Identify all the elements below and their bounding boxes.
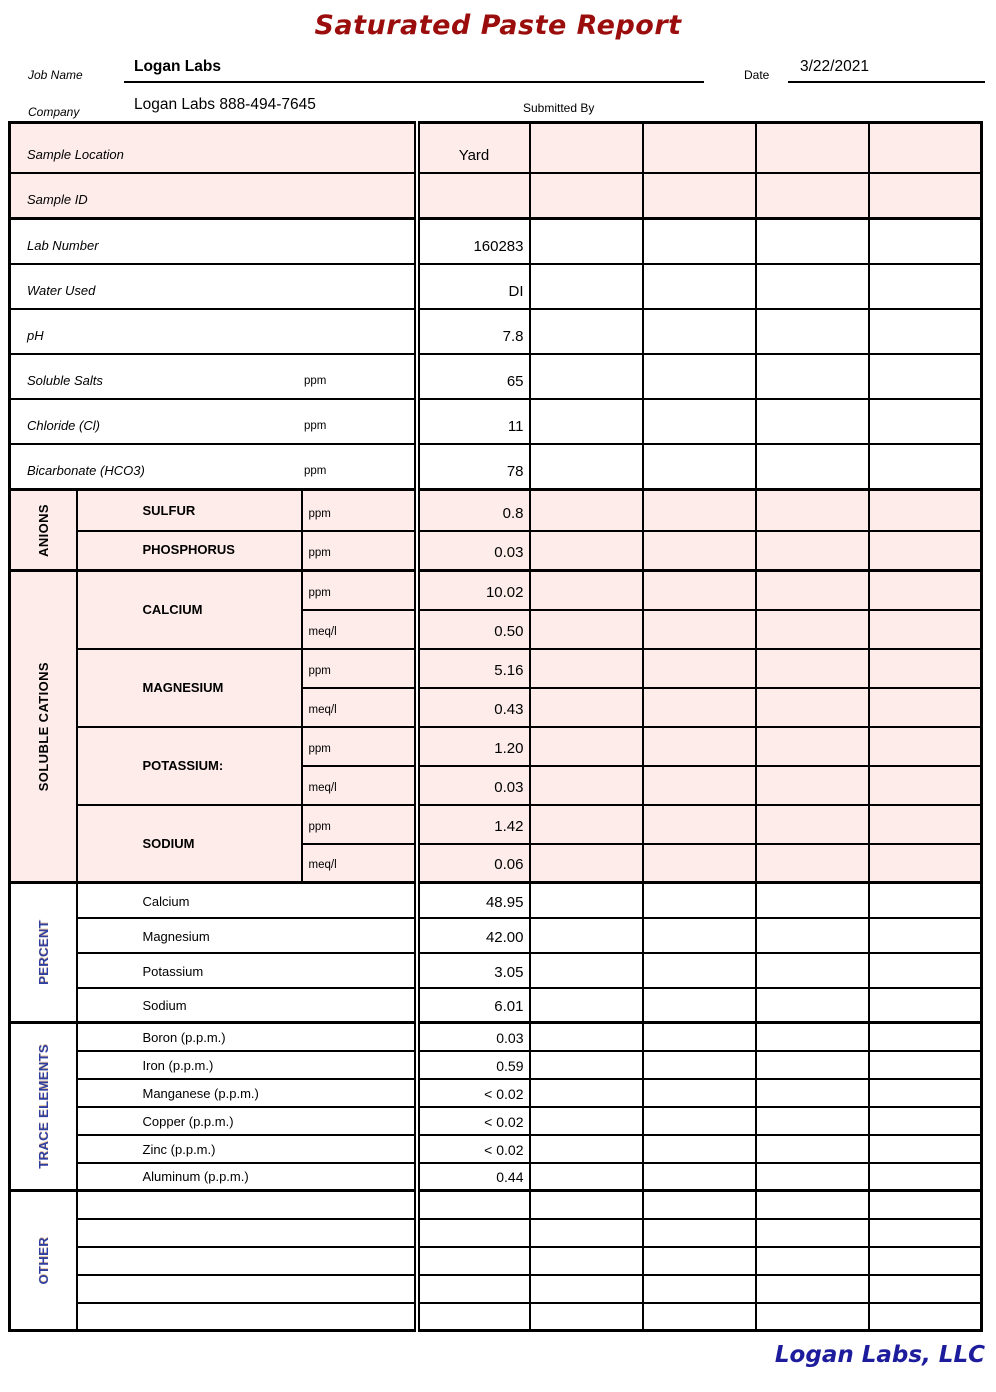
row-ph xyxy=(10,309,982,354)
empty-name-cell xyxy=(77,1303,417,1331)
row-zinc xyxy=(10,1135,982,1163)
empty-cell xyxy=(643,490,756,531)
empty-cell xyxy=(756,1219,869,1247)
row-other-4 xyxy=(10,1275,982,1303)
info-label: Water Used xyxy=(27,282,96,298)
empty-cell xyxy=(530,766,643,805)
empty-cell xyxy=(869,1107,982,1135)
empty-cell xyxy=(530,490,643,531)
unit-label: ppm xyxy=(302,531,417,571)
empty-cell xyxy=(869,399,982,444)
company-value: Logan Labs 888-494-7645 xyxy=(134,96,316,113)
empty-cell xyxy=(756,1023,869,1051)
empty-cell xyxy=(530,309,643,354)
row-other-5 xyxy=(10,1303,982,1331)
value-cell: < 0.02 xyxy=(417,1079,530,1107)
analyte-name: PHOSPHORUS xyxy=(77,531,302,571)
value-cell: 10.02 xyxy=(417,571,530,610)
empty-cell xyxy=(530,1275,643,1303)
row-percent-potassium xyxy=(10,953,982,988)
value-cell xyxy=(417,173,530,219)
value-cell: 0.43 xyxy=(417,688,530,727)
company-signature: Logan Labs, LLC xyxy=(774,1342,985,1368)
value-cell: 48.95 xyxy=(417,883,530,918)
empty-cell xyxy=(530,1023,643,1051)
value-cell: 3.05 xyxy=(417,953,530,988)
empty-cell xyxy=(869,264,982,309)
empty-cell xyxy=(643,173,756,219)
value-cell: 7.8 xyxy=(417,309,530,354)
empty-cell xyxy=(756,766,869,805)
empty-cell xyxy=(530,123,643,173)
analyte-name: Iron (p.p.m.) xyxy=(77,1051,417,1079)
row-calcium-ppm xyxy=(10,571,982,610)
empty-name-cell xyxy=(77,1219,417,1247)
row-label xyxy=(10,399,417,444)
analyte-name: Sodium xyxy=(77,988,417,1023)
analyte-name: Magnesium xyxy=(77,918,417,953)
empty-cell xyxy=(756,490,869,531)
value-cell: 0.06 xyxy=(417,844,530,883)
analyte-name: SODIUM xyxy=(77,805,302,883)
value-cell: < 0.02 xyxy=(417,1107,530,1135)
unit-label: ppm xyxy=(302,490,417,531)
value-cell: 11 xyxy=(417,399,530,444)
empty-cell xyxy=(869,953,982,988)
analyte-name: Copper (p.p.m.) xyxy=(77,1107,417,1135)
empty-cell xyxy=(530,219,643,264)
empty-cell xyxy=(530,444,643,490)
empty-cell xyxy=(643,1051,756,1079)
empty-cell xyxy=(530,1079,643,1107)
empty-cell xyxy=(756,309,869,354)
row-percent-magnesium xyxy=(10,918,982,953)
empty-cell xyxy=(869,727,982,766)
empty-cell xyxy=(530,883,643,918)
empty-cell xyxy=(530,571,643,610)
date-underline xyxy=(788,81,985,83)
empty-cell xyxy=(643,1023,756,1051)
empty-cell xyxy=(530,649,643,688)
row-potassium-ppm xyxy=(10,727,982,766)
analyte-name: Calcium xyxy=(77,883,417,918)
empty-cell xyxy=(643,688,756,727)
value-cell: Yard xyxy=(417,123,530,173)
unit-label: meq/l xyxy=(302,688,417,727)
empty-cell xyxy=(869,1163,982,1191)
empty-cell xyxy=(530,805,643,844)
unit-label: ppm xyxy=(304,419,327,432)
unit-label: ppm xyxy=(302,571,417,610)
empty-cell xyxy=(869,988,982,1023)
empty-cell xyxy=(869,1219,982,1247)
analyte-name: Manganese (p.p.m.) xyxy=(77,1079,417,1107)
empty-cell xyxy=(417,1191,530,1219)
row-percent-sodium xyxy=(10,988,982,1023)
empty-cell xyxy=(756,649,869,688)
row-lab-number xyxy=(10,219,982,264)
empty-cell xyxy=(869,883,982,918)
empty-cell xyxy=(869,123,982,173)
unit-label: meq/l xyxy=(302,766,417,805)
empty-cell xyxy=(756,1135,869,1163)
empty-cell xyxy=(869,444,982,490)
unit-label: ppm xyxy=(304,465,327,477)
empty-cell xyxy=(530,354,643,399)
empty-cell xyxy=(643,649,756,688)
empty-cell xyxy=(756,805,869,844)
empty-cell xyxy=(643,1163,756,1191)
empty-cell xyxy=(530,918,643,953)
row-manganese xyxy=(10,1079,982,1107)
empty-cell xyxy=(869,1303,982,1331)
empty-cell xyxy=(756,953,869,988)
date-value: 3/22/2021 xyxy=(800,58,869,75)
empty-cell xyxy=(643,219,756,264)
unit-label: ppm xyxy=(302,805,417,844)
unit-label: meq/l xyxy=(302,844,417,883)
empty-cell xyxy=(643,766,756,805)
info-label: Soluble Salts xyxy=(27,372,103,388)
value-cell: 0.03 xyxy=(417,766,530,805)
empty-cell xyxy=(417,1303,530,1331)
row-boron xyxy=(10,1023,982,1051)
empty-cell xyxy=(643,1247,756,1275)
value-cell: 0.8 xyxy=(417,490,530,531)
row-water-used xyxy=(10,264,982,309)
empty-cell xyxy=(643,805,756,844)
empty-cell xyxy=(756,173,869,219)
empty-cell xyxy=(643,844,756,883)
row-label xyxy=(10,219,417,264)
row-iron xyxy=(10,1051,982,1079)
row-aluminum xyxy=(10,1163,982,1191)
empty-cell xyxy=(756,219,869,264)
info-label: Sample ID xyxy=(27,192,88,207)
empty-cell xyxy=(530,173,643,219)
empty-cell xyxy=(643,444,756,490)
section-header-soluble-cations xyxy=(10,571,77,883)
value-cell: 0.44 xyxy=(417,1163,530,1191)
page-title: Saturated Paste Report xyxy=(314,10,682,41)
empty-name-cell xyxy=(77,1191,417,1219)
empty-cell xyxy=(530,1135,643,1163)
empty-cell xyxy=(869,309,982,354)
empty-cell xyxy=(869,1247,982,1275)
empty-name-cell xyxy=(77,1275,417,1303)
empty-cell xyxy=(643,531,756,571)
empty-name-cell xyxy=(77,1247,417,1275)
empty-cell xyxy=(643,123,756,173)
row-label xyxy=(10,354,417,399)
empty-cell xyxy=(756,444,869,490)
empty-cell xyxy=(756,727,869,766)
empty-cell xyxy=(756,531,869,571)
empty-cell xyxy=(869,1135,982,1163)
empty-cell xyxy=(643,399,756,444)
empty-cell xyxy=(756,354,869,399)
section-label: TRACE ELEMENTS xyxy=(35,1044,51,1169)
job-name-underline xyxy=(124,81,704,83)
empty-cell xyxy=(530,988,643,1023)
row-sample-id xyxy=(10,173,982,219)
row-label xyxy=(10,123,417,173)
empty-cell xyxy=(869,766,982,805)
empty-cell xyxy=(643,953,756,988)
value-cell: 0.03 xyxy=(417,531,530,571)
empty-cell xyxy=(530,1163,643,1191)
empty-cell xyxy=(869,918,982,953)
value-cell: < 0.02 xyxy=(417,1135,530,1163)
empty-cell xyxy=(643,309,756,354)
empty-cell xyxy=(530,399,643,444)
empty-cell xyxy=(643,571,756,610)
section-header-percent xyxy=(10,883,77,1023)
value-cell: 160283 xyxy=(417,219,530,264)
empty-cell xyxy=(643,610,756,649)
row-copper xyxy=(10,1107,982,1135)
empty-cell xyxy=(530,610,643,649)
empty-cell xyxy=(869,490,982,531)
value-cell: 1.42 xyxy=(417,805,530,844)
section-header-trace-elements xyxy=(10,1023,77,1191)
empty-cell xyxy=(530,1247,643,1275)
empty-cell xyxy=(756,571,869,610)
empty-cell xyxy=(756,399,869,444)
date-label: Date xyxy=(744,68,770,82)
row-phosphorus xyxy=(10,531,982,571)
unit-label: ppm xyxy=(302,727,417,766)
row-magnesium-ppm xyxy=(10,649,982,688)
empty-cell xyxy=(643,1303,756,1331)
analyte-name: CALCIUM xyxy=(77,571,302,649)
row-soluble-salts xyxy=(10,354,982,399)
section-header-other xyxy=(10,1191,77,1331)
empty-cell xyxy=(530,531,643,571)
info-label: Lab Number xyxy=(27,237,99,253)
empty-cell xyxy=(756,610,869,649)
row-label xyxy=(10,173,417,219)
info-label: Chloride (Cl) xyxy=(27,417,100,433)
value-cell: 5.16 xyxy=(417,649,530,688)
empty-cell xyxy=(643,1219,756,1247)
value-cell: 6.01 xyxy=(417,988,530,1023)
empty-cell xyxy=(869,1051,982,1079)
unit-label: meq/l xyxy=(302,610,417,649)
company-label: Company xyxy=(28,105,80,119)
empty-cell xyxy=(869,1275,982,1303)
empty-cell xyxy=(869,173,982,219)
empty-cell xyxy=(530,953,643,988)
section-label: SOLUBLE CATIONS xyxy=(35,661,51,792)
empty-cell xyxy=(869,610,982,649)
report-header xyxy=(0,55,996,121)
empty-cell xyxy=(869,1191,982,1219)
empty-cell xyxy=(756,1051,869,1079)
value-cell: 78 xyxy=(417,444,530,490)
empty-cell xyxy=(756,1191,869,1219)
row-bicarbonate xyxy=(10,444,982,490)
value-cell: 0.03 xyxy=(417,1023,530,1051)
empty-cell xyxy=(869,571,982,610)
empty-cell xyxy=(869,1079,982,1107)
empty-cell xyxy=(530,844,643,883)
empty-cell xyxy=(756,844,869,883)
row-sulfur xyxy=(10,490,982,531)
empty-cell xyxy=(869,354,982,399)
row-label xyxy=(10,264,417,309)
row-other-3 xyxy=(10,1247,982,1275)
empty-cell xyxy=(869,1023,982,1051)
value-cell: 42.00 xyxy=(417,918,530,953)
empty-cell xyxy=(530,1107,643,1135)
empty-cell xyxy=(530,1219,643,1247)
empty-cell xyxy=(756,883,869,918)
unit-label: ppm xyxy=(302,649,417,688)
value-cell: 65 xyxy=(417,354,530,399)
empty-cell xyxy=(643,1079,756,1107)
row-percent-calcium xyxy=(10,883,982,918)
empty-cell xyxy=(530,727,643,766)
job-name-value: Logan Labs xyxy=(134,58,221,75)
value-cell: 0.50 xyxy=(417,610,530,649)
empty-cell xyxy=(869,531,982,571)
section-header-anions xyxy=(10,490,77,571)
empty-cell xyxy=(869,219,982,264)
empty-cell xyxy=(756,1247,869,1275)
empty-cell xyxy=(756,918,869,953)
empty-cell xyxy=(756,264,869,309)
empty-cell xyxy=(530,1051,643,1079)
empty-cell xyxy=(530,264,643,309)
empty-cell xyxy=(417,1219,530,1247)
empty-cell xyxy=(756,1303,869,1331)
empty-cell xyxy=(417,1275,530,1303)
row-label xyxy=(10,309,417,354)
empty-cell xyxy=(756,1163,869,1191)
analyte-name: Boron (p.p.m.) xyxy=(77,1023,417,1051)
empty-cell xyxy=(643,918,756,953)
empty-cell xyxy=(756,1107,869,1135)
row-other-2 xyxy=(10,1219,982,1247)
row-sodium-ppm xyxy=(10,805,982,844)
analyte-name: Potassium xyxy=(77,953,417,988)
row-chloride xyxy=(10,399,982,444)
empty-cell xyxy=(756,688,869,727)
empty-cell xyxy=(643,1107,756,1135)
info-label: pH xyxy=(27,327,44,343)
empty-cell xyxy=(643,354,756,399)
empty-cell xyxy=(530,688,643,727)
analyte-name: Aluminum (p.p.m.) xyxy=(77,1163,417,1191)
unit-label: ppm xyxy=(304,374,327,387)
empty-cell xyxy=(756,123,869,173)
empty-cell xyxy=(643,727,756,766)
section-label: PERCENT xyxy=(35,920,51,985)
analyte-name: POTASSIUM: xyxy=(77,727,302,805)
info-label: Bicarbonate (HCO3) xyxy=(27,463,145,478)
empty-cell xyxy=(417,1247,530,1275)
empty-cell xyxy=(643,988,756,1023)
empty-cell xyxy=(869,805,982,844)
analyte-name: SULFUR xyxy=(77,490,302,531)
section-label: ANIONS xyxy=(35,503,51,557)
analyte-name: MAGNESIUM xyxy=(77,649,302,727)
empty-cell xyxy=(869,688,982,727)
value-cell: 0.59 xyxy=(417,1051,530,1079)
value-cell: DI xyxy=(417,264,530,309)
section-label: OTHER xyxy=(35,1236,51,1285)
empty-cell xyxy=(530,1191,643,1219)
empty-cell xyxy=(643,264,756,309)
empty-cell xyxy=(869,649,982,688)
empty-cell xyxy=(869,844,982,883)
empty-cell xyxy=(643,1275,756,1303)
empty-cell xyxy=(756,1275,869,1303)
analyte-name: Zinc (p.p.m.) xyxy=(77,1135,417,1163)
empty-cell xyxy=(643,1135,756,1163)
empty-cell xyxy=(756,988,869,1023)
report-table xyxy=(8,121,983,1332)
empty-cell xyxy=(643,1191,756,1219)
row-other-1 xyxy=(10,1191,982,1219)
info-label: Sample Location xyxy=(27,146,124,162)
row-sample-location xyxy=(10,123,982,173)
empty-cell xyxy=(756,1079,869,1107)
submitted-by-label: Submitted By xyxy=(523,101,595,115)
job-name-label: Job Name xyxy=(28,68,83,82)
empty-cell xyxy=(643,883,756,918)
row-label xyxy=(10,444,417,490)
value-cell: 1.20 xyxy=(417,727,530,766)
empty-cell xyxy=(530,1303,643,1331)
